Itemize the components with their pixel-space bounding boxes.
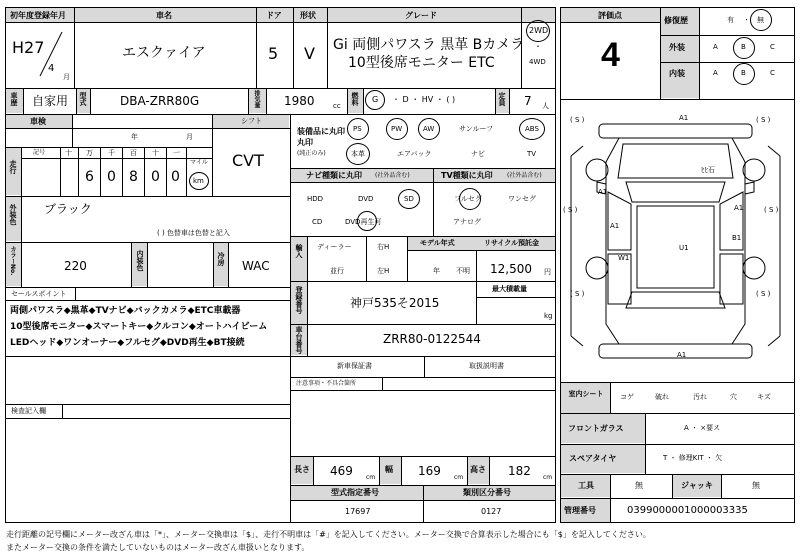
tv-fullseg: フルセグ [454, 195, 482, 203]
manual: 取扱説明書 [469, 362, 504, 370]
equipment-label-2: 丸印 [297, 138, 313, 147]
fuel-options: ・ D ・ HV ・ ( ) [392, 95, 456, 104]
recycle-value: 12,500 [490, 262, 532, 276]
ac-label: 冷房 [217, 252, 225, 266]
mark-w1-left: W1 [618, 254, 630, 262]
exterior-a: A [713, 43, 718, 51]
tools-label: 工具 [578, 481, 594, 490]
digit-header-3: 百 [130, 149, 137, 157]
sheet-hole: 穴 [730, 393, 737, 401]
equipment-sub: (純正のみ) [297, 150, 326, 157]
mark-a1-right-front: A1 [734, 204, 744, 212]
width-label: 幅 [385, 465, 393, 474]
navi-dvd-play: DVD再生可 [345, 218, 382, 226]
footer-line1: 走行距離の記号欄にメーター改ざん車は「*」、メーター交換車は「$」、走行不明車は「#」を記入してください。メーター交換で合算表示した場合にも「$」を記入してください。 [6, 530, 651, 539]
import-dealer: ディーラー [317, 243, 352, 251]
mile-label: マイル [190, 159, 208, 166]
interior-sheet-label: 室内シート [568, 390, 604, 398]
grade-line2: 10型後席モニター ETC [348, 55, 495, 71]
class-number-value: 0127 [481, 507, 502, 516]
category-label: 車歴 [10, 92, 18, 106]
jack-value: 無 [752, 481, 760, 490]
registration-label: 登録番号 [295, 286, 303, 314]
car-damage-diagram [561, 100, 794, 382]
shaken-label: 車検 [30, 117, 46, 126]
inspector-label: 検査記入欄 [11, 407, 46, 415]
recycle-label: リサイクル預託金 [484, 239, 540, 247]
mark-a1-rear: A1 [677, 351, 687, 359]
sales-line2: 10型後席モニター◆スマートキー◆クルコン◆オートハイビーム [10, 322, 268, 332]
mark-a1-top: A1 [679, 114, 689, 122]
mark-a1-left-door: A1 [610, 222, 620, 230]
max-load-label: 最大積載量 [492, 285, 527, 293]
category: 自家用 [32, 94, 69, 108]
height-value: 182 [508, 464, 531, 478]
reg-month-unit: 月 [63, 73, 70, 81]
management-label: 管理番号 [564, 506, 596, 515]
bracket-s-br: ( S ) [756, 290, 771, 298]
import-left-h: 左H [377, 267, 390, 275]
sheet-burn: コゲ [620, 393, 634, 401]
bracket-s-ml: ( S ) [563, 206, 578, 214]
cc-unit: cc [333, 102, 341, 110]
drive-4wd: 4WD [529, 58, 546, 66]
color-no-label: カラーNo. [9, 246, 16, 276]
digit-header-2: 千 [108, 149, 115, 157]
model-year-unknown: 不明 [456, 267, 470, 275]
interior-c: C [770, 69, 775, 77]
main-sheet [5, 7, 556, 523]
tv-analog: アナログ [453, 218, 481, 226]
person-unit: 人 [542, 102, 549, 110]
bracket-s-bl: ( S ) [570, 290, 585, 298]
class-number-label: 類別区分番号 [463, 488, 511, 497]
type-number-value: 17697 [345, 507, 371, 516]
mark-u1-roof: U1 [679, 244, 689, 252]
tv-sub: (社外品含む) [507, 172, 542, 179]
mileage-label: 走行 [9, 160, 17, 174]
reg-era: H27 [12, 38, 45, 57]
spare-tire-value: T ・ 修理KIT ・ 欠 [663, 454, 723, 462]
color-label: 外装色 [9, 204, 17, 225]
sheet-dirt: 汚れ [693, 393, 707, 401]
new-car-warranty: 新車保証書 [337, 362, 372, 370]
interior-label: 内装 [669, 69, 685, 78]
import-label: 輸入 [295, 244, 303, 258]
import-right-h: 右H [377, 243, 390, 251]
width-value: 169 [418, 464, 441, 478]
shape-label: 形状 [300, 11, 316, 20]
mark-a1-left-front: A1 [598, 188, 608, 196]
equip-aw: AW [423, 125, 435, 133]
footer-line2: またメーター交換の条件を満たしていないものはメーター改ざん車扱いとなります。 [6, 543, 310, 552]
sheet-scratch: キズ [757, 393, 771, 401]
registration-value: 神戸535そ2015 [350, 296, 440, 310]
digit-4: 0 [171, 169, 180, 185]
fuel-g: G [372, 95, 379, 104]
import-parallel: 並行 [330, 267, 344, 275]
mark-chip-hood: ﾋﾋ石 [701, 166, 715, 174]
drive-2wd: 2WD [529, 26, 549, 35]
navi-sd: SD [404, 195, 414, 203]
displacement-label: 排気量 [253, 90, 260, 108]
color-note: ( ) 色替車は色替と記入 [157, 229, 230, 237]
type-number-label: 型式指定番号 [331, 488, 379, 497]
digit-3: 0 [151, 169, 160, 185]
digit-header-0: 十 [65, 149, 72, 157]
equip-sunroof: サンルーフ [459, 125, 494, 133]
length-label: 長さ [294, 465, 310, 474]
doors: 5 [268, 44, 279, 63]
equip-pw: PW [391, 125, 403, 133]
grade-label: グレード [405, 11, 437, 20]
jack-label: ジャッキ [681, 481, 713, 490]
repair-label: 修復歴 [664, 16, 688, 25]
car-name: エスクァイア [122, 45, 206, 61]
displacement: 1980 [284, 94, 315, 108]
model-label: 型式 [79, 92, 87, 106]
navi-sub: (社外品含む) [375, 172, 410, 179]
drive-dot: ・ [534, 42, 542, 51]
repair-no: 無 [757, 16, 764, 24]
ac-value: WAC [242, 259, 270, 273]
digit-1: 0 [107, 169, 116, 185]
model-year-unit: 年 [433, 267, 440, 275]
equip-navi: ナビ [471, 150, 485, 158]
model-year-label: モデル年式 [420, 239, 455, 247]
capacity-label: 定員 [498, 92, 506, 106]
car-name-label: 車名 [156, 11, 172, 20]
tv-oneseg: ワンセグ [508, 195, 536, 203]
interior-b: B [741, 69, 746, 77]
tools-value: 無 [635, 481, 643, 490]
chassis-label: 車台番号 [295, 326, 303, 354]
bracket-s-mr: ( S ) [764, 206, 779, 214]
shaken-year-unit: 年 [131, 133, 138, 141]
reg-year-label: 初年度登録年月 [10, 11, 66, 20]
navi-hdd: HDD [307, 195, 324, 203]
windshield-value: A ・ ×要ス [684, 424, 721, 432]
exterior-b: B [741, 43, 746, 51]
digit-2: 8 [129, 169, 138, 185]
spare-tire-label: スペアタイヤ [569, 454, 617, 463]
door-label: ドア [266, 11, 282, 20]
navi-cd: CD [312, 218, 323, 226]
shift-label: シフト [241, 117, 262, 125]
mark-b1-right-door: B1 [732, 234, 742, 242]
yen-unit: 円 [544, 268, 551, 276]
capacity: 7 [524, 94, 532, 108]
sales-line1: 両側パワスラ◆黒革◆TVナビ◆バックカメラ◆ETC車載器 [10, 306, 241, 316]
km-label: km [193, 177, 204, 185]
shape: V [304, 44, 315, 63]
navi-dvd: DVD [358, 195, 374, 203]
caution-label: 注意事項・不具合箇所 [296, 380, 357, 387]
chassis-value: ZRR80-0122544 [383, 332, 481, 346]
equip-leather: 本革 [351, 150, 365, 158]
color-no: 220 [64, 259, 87, 273]
shift: CVT [232, 151, 264, 170]
equipment-label: 装備品に丸印 [297, 127, 345, 136]
shaken-month-unit: 月 [186, 133, 193, 141]
length-unit: cm [366, 474, 376, 481]
equip-ps: PS [353, 125, 362, 133]
exterior-c: C [770, 43, 775, 51]
digit-header-4: 十 [152, 149, 159, 157]
sales-line3: LEDヘッド◆ワンオーナー◆フルセグ◆DVD再生◆BT接続 [10, 338, 245, 348]
tv-label: TV種類に丸印 [441, 171, 493, 180]
interior-color-label: 内装色 [136, 250, 144, 271]
digit-header-5: 一 [173, 149, 180, 157]
kg-unit: kg [544, 312, 553, 320]
score: 4 [601, 36, 620, 74]
navi-label: ナビ種類に丸印 [306, 171, 362, 180]
digit-0: 6 [85, 169, 94, 185]
grade-line1: Gi 両側パワスラ 黒革 Bカメラ [333, 37, 525, 53]
digit-header-1: 万 [86, 149, 93, 157]
length-value: 469 [330, 464, 353, 478]
bracket-s-tl: ( S ) [570, 116, 585, 124]
height-unit: cm [543, 474, 553, 481]
equip-tv: TV [527, 150, 537, 158]
color-value: ブラック [44, 202, 92, 216]
interior-a: A [713, 69, 718, 77]
management-value: 0399000001000003335 [627, 505, 748, 516]
repair-yes: 有 [727, 16, 734, 24]
height-label: 高さ [470, 465, 486, 474]
equip-airbag: エアバック [397, 150, 432, 158]
exterior-label: 外装 [669, 43, 685, 52]
fuel-label: 燃料 [351, 92, 359, 106]
windshield-label: フロントガラス [568, 424, 624, 433]
reg-month: 4 [48, 63, 55, 74]
sheet-tear: 破れ [655, 393, 669, 401]
score-label: 評価点 [598, 11, 622, 20]
equip-abs: ABS [525, 125, 539, 133]
sales-points-label: セールスポイント [11, 290, 67, 298]
width-unit: cm [454, 474, 464, 481]
model: DBA-ZRR80G [120, 94, 200, 108]
bracket-s-tr: ( S ) [756, 116, 771, 124]
symbol-label: 記号 [33, 149, 46, 156]
repair-sep: ・ [743, 16, 750, 24]
